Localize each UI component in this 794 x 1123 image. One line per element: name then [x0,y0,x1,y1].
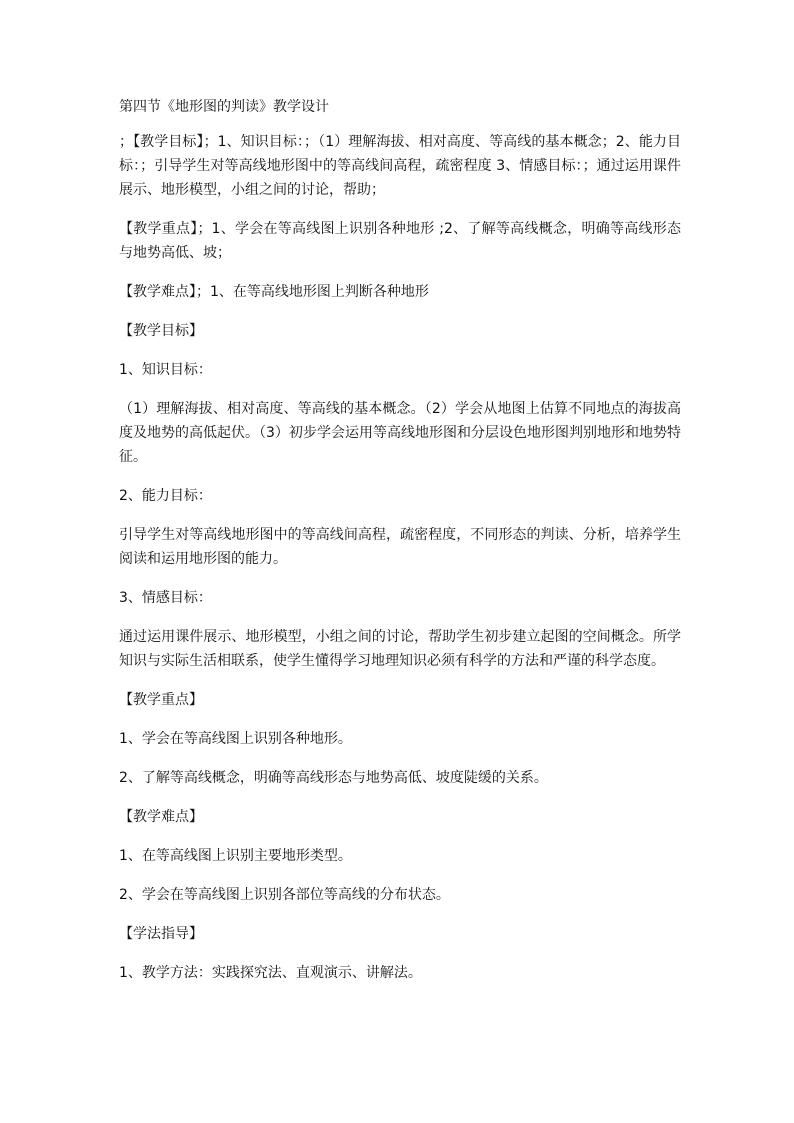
document-page [119,96,681,1000]
subheading-emotion: 3、情感目标： [119,590,212,606]
emotion-goals: 通过运用课件展示、地形模型，小组之间的讨论，帮助学生初步建立起图的空间概念。所学知识与实际生活相联系，使学生懂得学习地理知识必须有科学的方法和严谨的科学态度。 [119,629,681,669]
section-heading-study-method: 【学法指导】 [119,926,203,942]
document-title: 第四节《地形图的判读》教学设计 [119,99,329,115]
section-heading-difficulties: 【教学难点】 [119,809,203,825]
section-heading-key-points: 【教学重点】 [119,692,203,708]
summary-key-points: 【教学重点】；1、学会在等高线图上识别各种地形 ;2、了解等高线概念，明确等高线形态与地势高低、坡； [119,221,681,261]
summary-difficulties: 【教学难点】；1、在等高线地形图上判断各种地形 [119,284,429,300]
difficulty-2: 2、学会在等高线图上识别各部位等高线的分布状态。 [119,887,450,903]
key-point-2: 2、了解等高线概念，明确等高线形态与地势高低、坡度陡缓的关系。 [119,770,548,786]
ability-goals: 引导学生对等高线地形图中的等高线间高程，疏密程度，不同形态的判读、分析，培养学生阅读和运用地形图的能力。 [119,527,681,567]
subheading-ability: 2、能力目标： [119,488,212,504]
knowledge-goals: （1）理解海拔、相对高度、等高线的基本概念。（2）学会从地图上估算不同地点的海拔高度及地势的高低起伏。（3）初步学会运用等高线地形图和分层设色地形图判别地形和地势特征。 [119,401,681,465]
key-point-1: 1、学会在等高线图上识别各种地形。 [119,731,352,747]
section-heading-objectives: 【教学目标】 [119,323,203,339]
subheading-knowledge: 1、知识目标： [119,362,212,378]
teaching-methods: 1、教学方法：实践探究法、直观演示、讲解法。 [119,965,422,981]
difficulty-1: 1、在等高线图上识别主要地形类型。 [119,848,352,864]
summary-objectives: ；【教学目标】；1、知识目标：；（1）理解海拔、相对高度、等高线的基本概念；2、能力目标：；引导学生对等高线地形图中的等高线间高程，疏密程度 3、情感目标：；通过运用课件展示、地形模型，小组之间的讨论，帮助； [119,134,681,198]
